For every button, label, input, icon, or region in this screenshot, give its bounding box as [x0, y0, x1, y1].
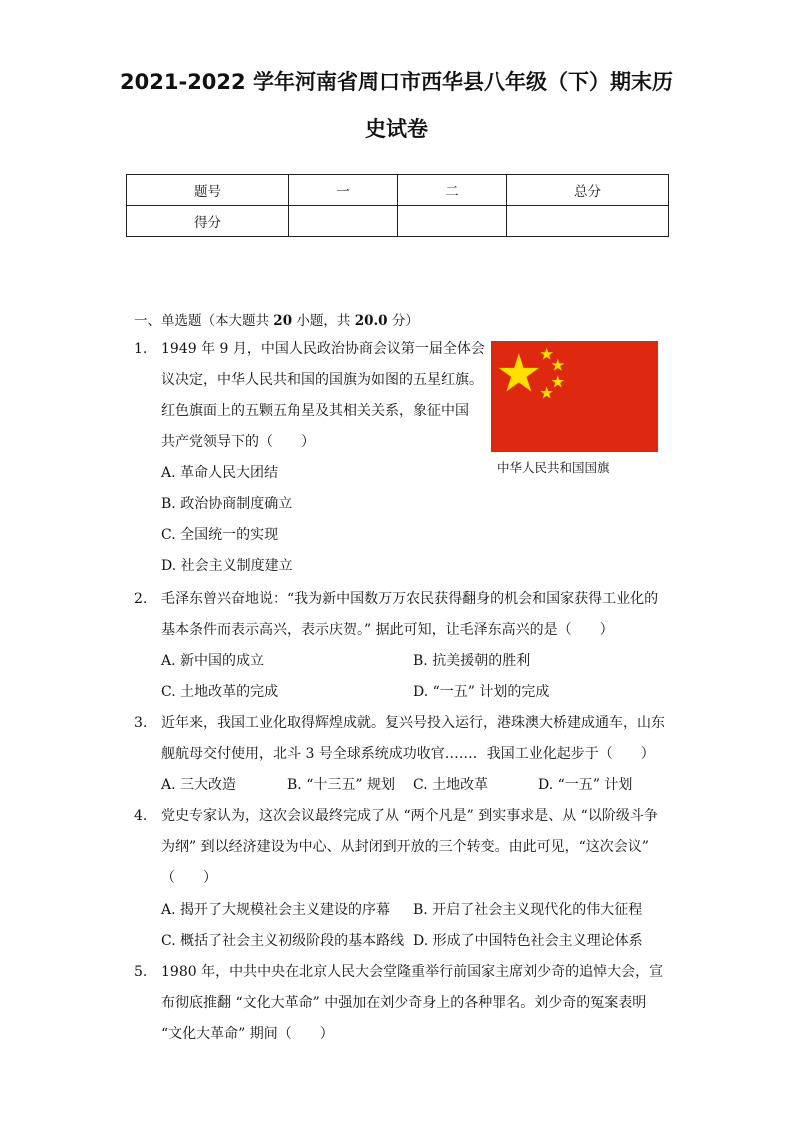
section-heading: 一、单选题（本大题共 20 小题，共 20.0 分）: [134, 313, 419, 329]
question-stem: 1949 年 9 月，中国人民政治协商会议第一届全体会 议决定，中华人民共和国的国旗为如图的五星红旗。 红色旗面上的五颗五角星及其相关关系，象征中国 共产党领导下的（ ）: [161, 341, 485, 450]
score-cell-score-label: 得分: [127, 206, 289, 237]
question-stem: 1980 年，中共中央在北京人民大会堂隆重举行前国家主席刘少奇的追悼大会，宣 布彻底推翻 “文化大革命” 中强加在刘少奇身上的各种罪名。刘少奇的冤案表明 “文化大革命” 期间（ ）: [161, 964, 664, 1042]
score-table-score-row: [127, 206, 669, 237]
score-cell-part-1-score: [289, 206, 398, 237]
question-number: 3.: [134, 715, 148, 731]
section-points: 20.0: [354, 313, 388, 329]
question-number: 1.: [134, 341, 148, 357]
score-table-header-row: [127, 175, 669, 206]
question-number: 2.: [134, 591, 148, 607]
question-3-option-d[interactable]: D. “一五” 计划: [538, 777, 633, 793]
score-cell-total-score: [507, 206, 669, 237]
question-3-option-a[interactable]: A. 三大改造: [161, 777, 237, 793]
question-2-option-c[interactable]: C. 土地改革的完成: [161, 684, 279, 700]
question-number: 4.: [134, 808, 148, 824]
score-cell-total-label: 总分: [507, 175, 669, 206]
exam-title-line1: 2021-2022 学年河南省周口市西华县八年级（下）期末历: [120, 70, 673, 94]
question-number: 5.: [134, 964, 148, 980]
question-2-option-d[interactable]: D. “一五” 计划的完成: [413, 684, 550, 700]
question-1-option-d[interactable]: D. 社会主义制度建立: [161, 558, 293, 574]
question-4-option-c[interactable]: C. 概括了社会主义初级阶段的基本路线: [161, 933, 405, 949]
prc-flag-image: [491, 341, 658, 452]
question-4-option-a[interactable]: A. 揭开了大规模社会主义建设的序幕: [161, 902, 391, 918]
section-question-count: 20: [273, 313, 293, 329]
question-2-option-a[interactable]: A. 新中国的成立: [161, 653, 265, 669]
score-cell-question-label: 题号: [127, 175, 289, 206]
question-3-option-b[interactable]: B. “十三五” 规划: [287, 777, 395, 793]
question-2-option-b[interactable]: B. 抗美援朝的胜利: [413, 653, 531, 669]
score-cell-part-2: 二: [398, 175, 507, 206]
question-1-option-c[interactable]: C. 全国统一的实现: [161, 527, 279, 543]
question-stem: 党史专家认为，这次会议最终完成了从 “两个凡是” 到实事求是、从 “以阶级斗争 为纲” 到以经济建设为中心、从封闭到开放的三个转变。由此可见，“这次会议” （ ）: [161, 808, 658, 886]
question-1-option-b[interactable]: B. 政治协商制度确立: [161, 496, 293, 512]
question-4-option-d[interactable]: D. 形成了中国特色社会主义理论体系: [413, 933, 643, 949]
flag-caption: 中华人民共和国国旗: [497, 460, 610, 475]
question-stem: 毛泽东曾兴奋地说：“我为新中国数万万农民获得翻身的机会和国家获得工业化的 基本条件而表示高兴，表示庆贺。” 据此可知，让毛泽东高兴的是（ ）: [161, 591, 659, 638]
exam-title-line2: 史试卷: [365, 117, 428, 141]
flag-red-field: [491, 341, 658, 452]
question-3-option-c[interactable]: C. 土地改革: [413, 777, 489, 793]
question-stem: 近年来，我国工业化取得辉煌成就。复兴号投入运行，港珠澳大桥建成通车，山东 舰航母交付使用，北斗 3 号全球系统成功收官……．我国工业化起步于（ ）: [161, 715, 665, 762]
question-1-option-a[interactable]: A. 革命人民大团结: [161, 465, 279, 481]
score-cell-part-1: 一: [289, 175, 398, 206]
score-cell-part-2-score: [398, 206, 507, 237]
question-4-option-b[interactable]: B. 开启了社会主义现代化的伟大征程: [413, 902, 643, 918]
score-table: [126, 174, 669, 237]
